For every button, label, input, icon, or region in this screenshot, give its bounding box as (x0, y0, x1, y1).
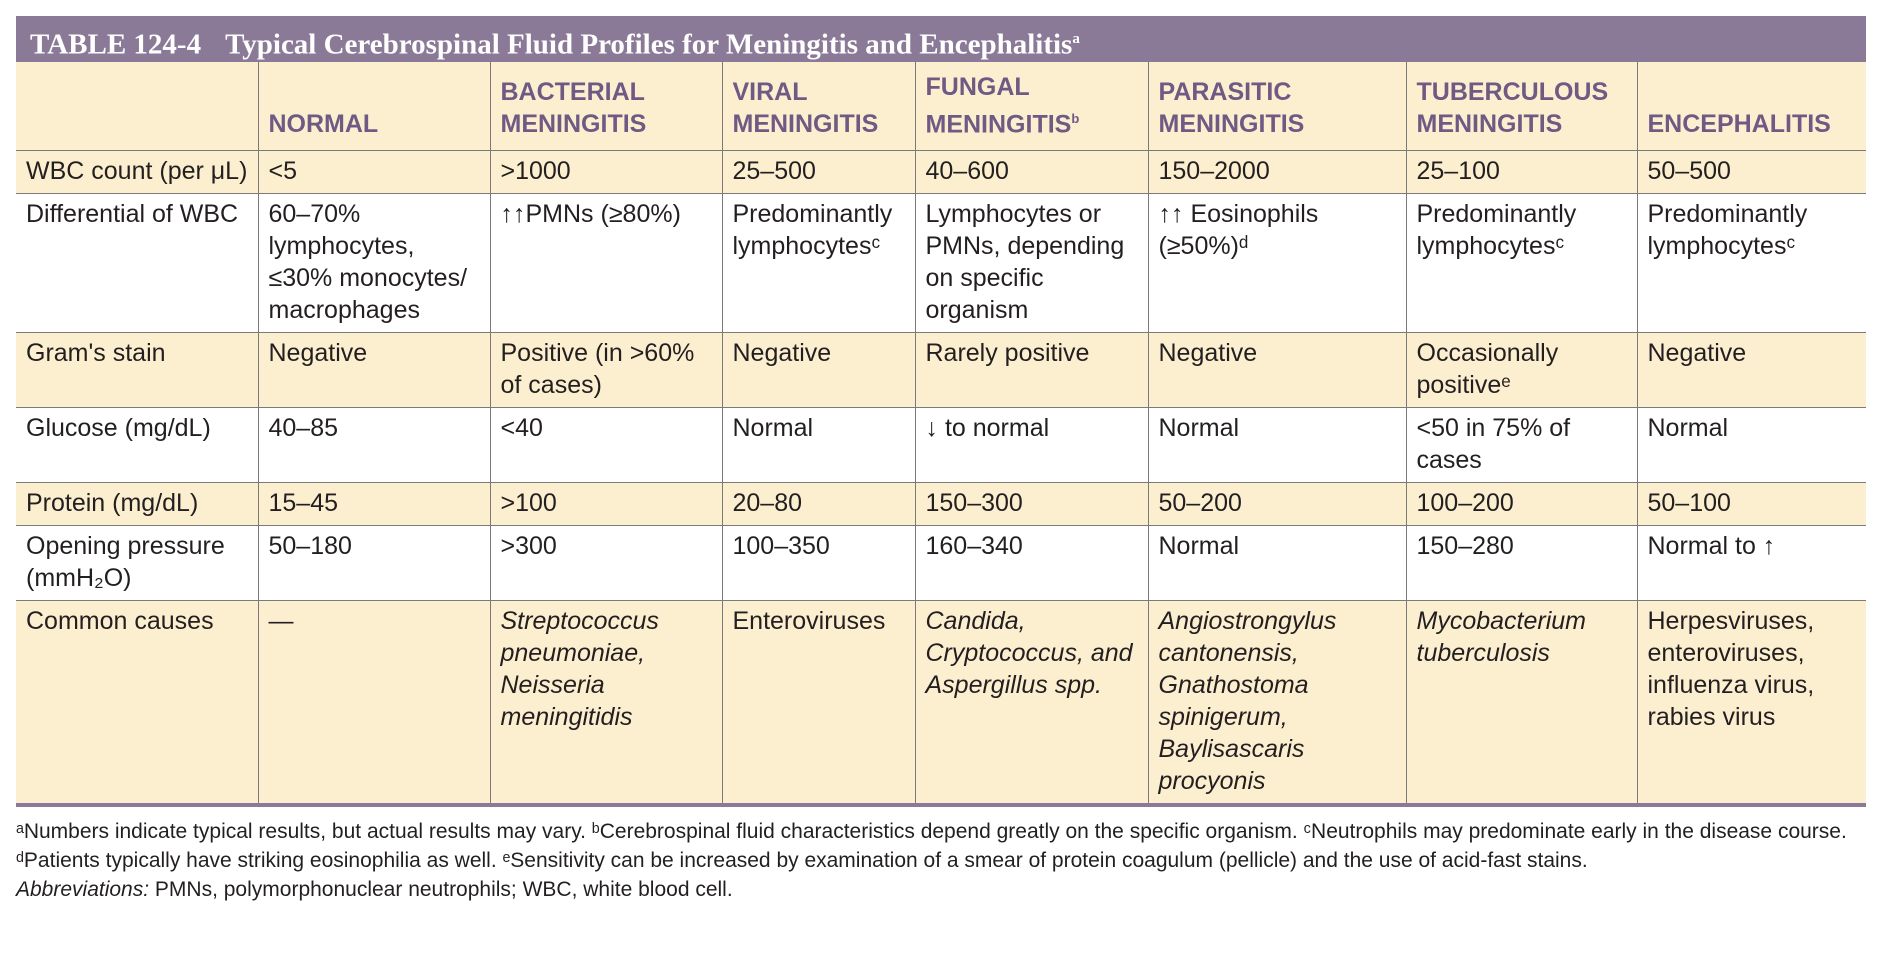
column-header: TUBERCULOUS MENINGITIS (1406, 62, 1637, 151)
column-footnote-mark: b (1071, 110, 1080, 126)
table-number: TABLE 124-4 (30, 28, 202, 61)
table-cell: 20–80 (722, 483, 915, 526)
csf-profile-table (16, 62, 1866, 807)
table-row (16, 601, 1866, 806)
table-cell: ↑↑PMNs (≥80%) (490, 194, 722, 333)
column-header: PARASITIC MENINGITIS (1148, 62, 1406, 151)
row-label: Gram's stain (16, 333, 258, 408)
table-cell: 100–350 (722, 526, 915, 601)
table-cell: Mycobacterium tuberculosis (1406, 601, 1637, 806)
abbreviations-text: PMNs, polymorphonuclear neutrophils; WBC, white blood cell. (154, 878, 733, 901)
table-cell: Lymphocytes or PMNs, depending on specific organism (915, 194, 1148, 333)
table-cell: 25–100 (1406, 151, 1637, 194)
row-label: WBC count (per μL) (16, 151, 258, 194)
table-cell: ↑↑ Eosinophils (≥50%)ᵈ (1148, 194, 1406, 333)
table-cell: 50–180 (258, 526, 490, 601)
table-cell: 15–45 (258, 483, 490, 526)
table-cell: Angiostrongylus cantonensis, Gnathostoma spinigerum, Baylisascaris procyonis (1148, 601, 1406, 806)
table-container (16, 16, 1866, 904)
table-cell: >1000 (490, 151, 722, 194)
table-row (16, 333, 1866, 408)
table-footnotes (16, 817, 1866, 904)
table-cell: Rarely positive (915, 333, 1148, 408)
table-cell: 100–200 (1406, 483, 1637, 526)
footnote-text: ᵃNumbers indicate typical results, but actual results may vary. ᵇCerebrospinal fluid characteristics depend greatly on the specific organism. ᶜNeutrophils may predominate early in the disease course. ᵈPatients typically have striking eosinophilia as well. ᵉSensitivity can be increased by examination of a smear of protein coagulum (pellicle) and the use of acid-fast stains. (16, 820, 1847, 872)
table-cell: 150–2000 (1148, 151, 1406, 194)
column-header: NORMAL (258, 62, 490, 151)
table-cell: Positive (in >60% of cases) (490, 333, 722, 408)
row-label: Glucose (mg/dL) (16, 408, 258, 483)
row-label: Differential of WBC (16, 194, 258, 333)
table-cell: 150–300 (915, 483, 1148, 526)
table-cell: Predominantly lymphocytesᶜ (722, 194, 915, 333)
table-cell: <50 in 75% of cases (1406, 408, 1637, 483)
table-cell: Predominantly lymphocytesᶜ (1406, 194, 1637, 333)
table-cell: Enteroviruses (722, 601, 915, 806)
table-cell: >300 (490, 526, 722, 601)
header-row (16, 62, 1866, 151)
table-cell: <40 (490, 408, 722, 483)
abbreviations-note (16, 875, 1866, 904)
column-header: VIRAL MENINGITIS (722, 62, 915, 151)
table-cell: — (258, 601, 490, 806)
table-cell: ↓ to normal (915, 408, 1148, 483)
table-cell: Normal (1148, 526, 1406, 601)
table-cell: 150–280 (1406, 526, 1637, 601)
table-row (16, 151, 1866, 194)
table-cell: Negative (722, 333, 915, 408)
row-label: Protein (mg/dL) (16, 483, 258, 526)
table-cell: 40–85 (258, 408, 490, 483)
table-cell: <5 (258, 151, 490, 194)
abbreviations-label: Abbreviations: (16, 878, 150, 901)
column-header: FUNGAL MENINGITIS$^b$ (915, 62, 1148, 151)
table-cell: Negative (1637, 333, 1866, 408)
table-title-text: Typical Cerebrospinal Fluid Profiles for Meningitis and Encephalitis (225, 28, 1073, 61)
row-label: Common causes (16, 601, 258, 806)
table-cell: Predominantly lymphocytesᶜ (1637, 194, 1866, 333)
table-title-footnote-mark: a (1072, 31, 1080, 47)
table-cell: 50–200 (1148, 483, 1406, 526)
table-cell: Normal to ↑ (1637, 526, 1866, 601)
table-cell: >100 (490, 483, 722, 526)
table-title (16, 16, 1866, 62)
table-cell: Herpesviruses, enteroviruses, influenza virus, rabies virus (1637, 601, 1866, 806)
table-cell: 50–100 (1637, 483, 1866, 526)
table-row (16, 194, 1866, 333)
table-cell: 160–340 (915, 526, 1148, 601)
column-header: BACTERIAL MENINGITIS (490, 62, 722, 151)
table-row (16, 526, 1866, 601)
column-header: ENCEPHALITIS (1637, 62, 1866, 151)
row-label: Opening pressure (mmH₂O) (16, 526, 258, 601)
table-cell: Negative (1148, 333, 1406, 408)
table-cell: 60–70% lymphocytes, ≤30% monocytes/ macrophages (258, 194, 490, 333)
table-cell: Normal (722, 408, 915, 483)
table-cell: 50–500 (1637, 151, 1866, 194)
table-cell: Occasionally positiveᵉ (1406, 333, 1637, 408)
column-header (16, 62, 258, 151)
table-cell: Normal (1637, 408, 1866, 483)
table-cell: Normal (1148, 408, 1406, 483)
table-cell: Streptococcus pneumoniae, Neisseria meningitidis (490, 601, 722, 806)
table-cell: 40–600 (915, 151, 1148, 194)
table-cell: 25–500 (722, 151, 915, 194)
table-cell: Candida, Cryptococcus, and Aspergillus spp. (915, 601, 1148, 806)
table-cell: Negative (258, 333, 490, 408)
table-row (16, 483, 1866, 526)
table-row (16, 408, 1866, 483)
